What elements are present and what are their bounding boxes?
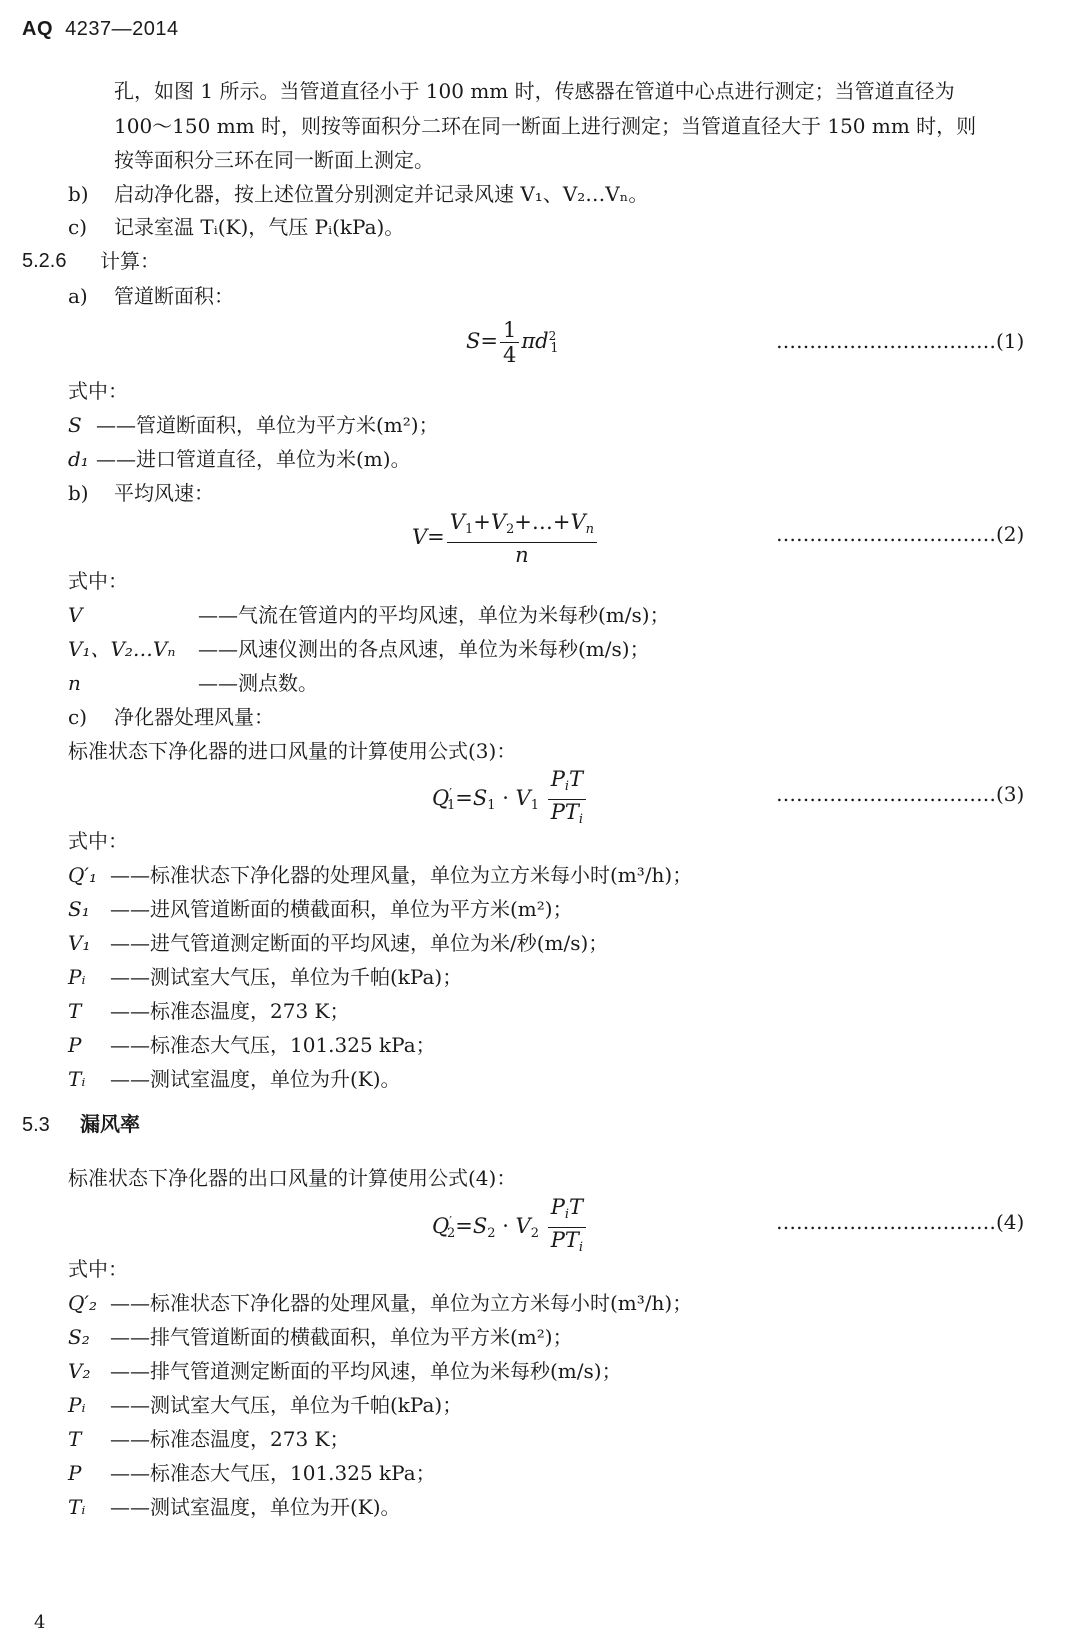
equation-3: Q′1=S1 · V1 $\frac{P_iT}{PT_i}$ [432, 767, 588, 832]
where-label-3: 式中： [68, 829, 128, 853]
where3-symbol-5: P [68, 1033, 82, 1057]
where3-desc-3: ——测试室大气压，单位为千帕(kPa)； [110, 965, 463, 989]
where2-symbol-1: V₁、V₂…Vₙ [68, 637, 176, 661]
section-number-53: 5.3 [22, 1114, 50, 1136]
where4-desc-3: ——测试室大气压，单位为千帕(kPa)； [110, 1393, 463, 1417]
where4-desc-5: ——标准态大气压，101.325 kPa； [110, 1461, 436, 1485]
item-c-text: 记录室温 Tᵢ(K)，气压 Pᵢ(kPa)。 [114, 215, 405, 239]
where4-symbol-0: Q′₂ [68, 1291, 97, 1315]
equation-1: S= $\frac{1}{4}$ $\pi d^21$ [466, 318, 559, 367]
where3-desc-4: ——标准态温度，273 K； [110, 999, 350, 1023]
section-title-53: 漏风率 [80, 1114, 140, 1136]
item-a-text: 管道断面积： [114, 284, 234, 308]
where3-symbol-4: T [68, 999, 82, 1023]
where3-desc-0: ——标准状态下净化器的处理风量，单位为立方米每小时(m³/h)； [110, 863, 693, 887]
where4-desc-1: ——排气管道断面的横截面积，单位为平方米(m²)； [110, 1325, 573, 1349]
where1-desc-1: ——进口管道直径，单位为米(m)。 [96, 447, 411, 471]
where2-desc-1: ——风速仪测出的各点风速，单位为米每秒(m/s)； [198, 637, 650, 661]
section-number-526: 5.2.6 [22, 250, 67, 272]
where3-symbol-0: Q′₁ [68, 863, 97, 887]
standard-number: 4237—2014 [65, 18, 179, 40]
where4-symbol-4: T [68, 1427, 82, 1451]
where2-desc-2: ——测点数。 [198, 671, 318, 695]
where4-desc-0: ——标准状态下净化器的处理风量，单位为立方米每小时(m³/h)； [110, 1291, 693, 1315]
where-label-4: 式中： [68, 1257, 128, 1281]
page-number: 4 [34, 1612, 46, 1633]
item-c-label: c) [68, 215, 88, 239]
where2-symbol-2: n [68, 671, 81, 695]
intro-line-2: 100～150 mm 时，则按等面积分二环在同一断面上进行测定；当管道直径大于 150 mm 时，则 [114, 114, 977, 138]
where1-symbol-0: S [68, 413, 82, 437]
where3-desc-6: ——测试室温度，单位为升(K)。 [110, 1067, 401, 1091]
where1-symbol-1: d₁ [68, 447, 89, 471]
where4-desc-4: ——标准态温度，273 K； [110, 1427, 350, 1451]
item-b-text: 启动净化器，按上述位置分别测定并记录风速 V₁、V₂…Vₙ。 [114, 182, 649, 206]
item-a-label: a) [68, 284, 88, 308]
section-title-526: 计算： [100, 249, 160, 273]
standard-code [22, 18, 179, 41]
where-label-1: 式中： [68, 379, 128, 403]
where4-desc-2: ——排气管道测定断面的平均风速，单位为米每秒(m/s)； [110, 1359, 622, 1383]
where4-symbol-3: Pᵢ [68, 1393, 86, 1417]
formula-3-intro: 标准状态下净化器的进口风量的计算使用公式(3)： [68, 739, 517, 763]
where4-desc-6: ——测试室温度，单位为开(K)。 [110, 1495, 401, 1519]
item-b2-label: b) [68, 481, 89, 505]
where-label-2: 式中： [68, 569, 128, 593]
where4-symbol-5: P [68, 1461, 82, 1485]
where3-symbol-3: Pᵢ [68, 965, 86, 989]
where1-desc-0: ——管道断面积，单位为平方米(m²)； [96, 413, 439, 437]
where3-symbol-2: V₁ [68, 931, 91, 955]
where3-symbol-6: Tᵢ [68, 1067, 86, 1091]
where3-desc-2: ——进气管道测定断面的平均风速，单位为米/秒(m/s)； [110, 931, 609, 955]
equation-4: Q′2=S2 · V2 $\frac{P_iT}{PT_i}$ [432, 1195, 588, 1260]
where4-symbol-6: Tᵢ [68, 1495, 86, 1519]
intro-line-3: 按等面积分三环在同一断面上测定。 [114, 148, 434, 172]
where4-symbol-2: V₂ [68, 1359, 91, 1383]
where3-desc-5: ——标准态大气压，101.325 kPa； [110, 1033, 436, 1057]
where4-symbol-1: S₂ [68, 1325, 90, 1349]
formula-4-intro: 标准状态下净化器的出口风量的计算使用公式(4)： [68, 1166, 517, 1190]
standard-prefix: AQ [22, 18, 53, 40]
where2-desc-0: ——气流在管道内的平均风速，单位为米每秒(m/s)； [198, 603, 670, 627]
item-c2-text: 净化器处理风量： [114, 705, 274, 729]
where3-desc-1: ——进风管道断面的横截面积，单位为平方米(m²)； [110, 897, 573, 921]
equation-3-number: ……………………………(3) [776, 782, 1025, 806]
equation-2-number: ……………………………(2) [776, 522, 1025, 546]
equation-2: V= $\frac{V1+V2+\dots+V_n}{n}$ [412, 510, 599, 567]
equation-1-number: ……………………………(1) [776, 329, 1025, 353]
equation-4-number: ……………………………(4) [776, 1210, 1025, 1234]
item-b2-text: 平均风速： [114, 481, 214, 505]
where3-symbol-1: S₁ [68, 897, 90, 921]
where2-symbol-0: V [68, 603, 83, 627]
item-b-label: b) [68, 182, 89, 206]
item-c2-label: c) [68, 705, 88, 729]
intro-line-1: 孔，如图 1 所示。当管道直径小于 100 mm 时，传感器在管道中心点进行测定；当管道直径为 [114, 79, 955, 103]
